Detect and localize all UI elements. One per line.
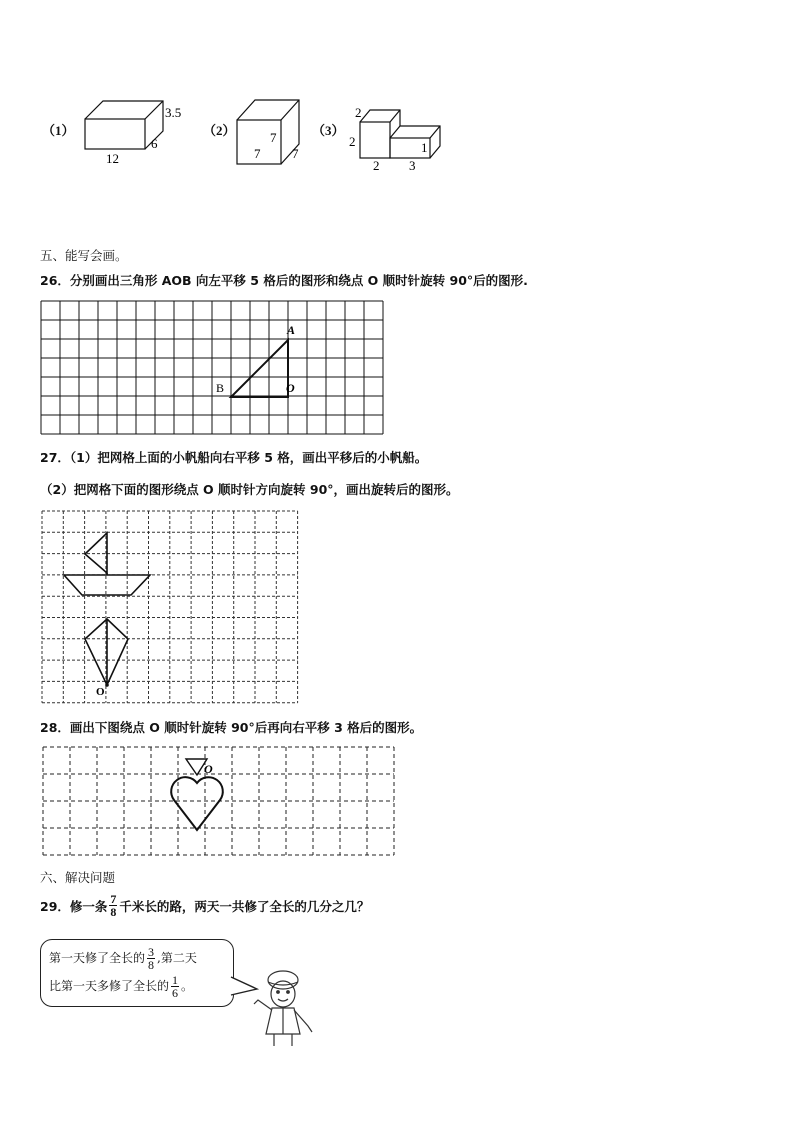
question-29-prefix: 29．修一条 [40, 898, 108, 914]
dim-top-height: 2 [355, 105, 362, 120]
question-29-suffix: 千米长的路，两天一共修了全长的几分之几？ [119, 898, 370, 914]
point-b-label: B [216, 381, 225, 395]
dim-length: 12 [106, 151, 119, 166]
bubble-line-1 [49, 946, 197, 971]
point-o-label: O [96, 686, 105, 698]
bubble-text-2a: 比第一天多修了全长的 [49, 979, 170, 993]
question-26-grid [40, 300, 385, 438]
dim-side: 7 [292, 146, 299, 161]
figure-1-label: （1） [42, 123, 75, 138]
bubble-text-2b: 。 [181, 979, 194, 993]
question-29-text [40, 893, 369, 918]
dim-height: 3.5 [165, 105, 182, 120]
figure-3-label: （3） [312, 123, 345, 138]
section-5-title: 五、能写会画。 [40, 248, 128, 263]
kite-shape [85, 619, 128, 685]
dim-bottom-left: 2 [373, 158, 380, 173]
boy-illustration [250, 968, 325, 1048]
composite-figure-3 [345, 100, 445, 175]
fraction-denominator: 6 [172, 986, 179, 1000]
section-6-title: 六、解决问题 [40, 870, 116, 885]
fraction-numerator: 7 [110, 892, 117, 906]
dim-depth: 6 [151, 136, 158, 151]
question-28-grid [40, 744, 406, 859]
bubble-text-1a: 第一天修了全长的 [49, 951, 146, 965]
figure-2-label: （2） [203, 123, 236, 138]
fraction-denominator: 8 [148, 958, 155, 972]
fraction-one-sixth [171, 974, 179, 999]
question-27-grid [40, 509, 302, 707]
sailboat-shape [64, 533, 150, 595]
point-o-label: O [204, 762, 213, 776]
triangle-aob [231, 340, 288, 397]
cuboid-figure-1 [80, 95, 195, 170]
question-28-text: 28．画出下图绕点 O 顺时针旋转 90°后再向右平移 3 格后的图形。 [40, 720, 423, 735]
bubble-line-2 [49, 974, 193, 999]
dim-bottom: 7 [254, 146, 261, 161]
bubble-text-1b: ,第二天 [157, 951, 197, 965]
dim-front: 7 [270, 130, 277, 145]
fraction-numerator: 3 [148, 945, 155, 959]
question-26-text: 26．分别画出三角形 AOB 向左平移 5 格后的图形和绕点 O 顺时针旋转 90°后的图形. [40, 273, 528, 288]
cube-figure-2 [232, 92, 312, 167]
dim-bottom-right: 3 [409, 158, 416, 173]
question-27-part-1: 27．（1）把网格上面的小帆船向右平移 5 格，画出平移后的小帆船。 [40, 450, 428, 465]
fraction-three-eighths [147, 946, 155, 971]
point-o-label: O [286, 381, 295, 395]
dim-left-height: 2 [349, 134, 356, 149]
heart-shape [171, 777, 223, 830]
question-27-part-2: （2）把网格下面的图形绕点 O 顺时针方向旋转 90°，画出旋转后的图形。 [40, 482, 459, 497]
fraction-seven-eighths [109, 893, 117, 918]
speech-bubble [40, 939, 234, 1007]
point-o-dot [105, 683, 109, 687]
fraction-numerator: 1 [172, 973, 179, 987]
fraction-denominator: 8 [110, 905, 117, 919]
point-a-label: A [287, 323, 296, 337]
dim-step-height: 1 [421, 140, 428, 155]
